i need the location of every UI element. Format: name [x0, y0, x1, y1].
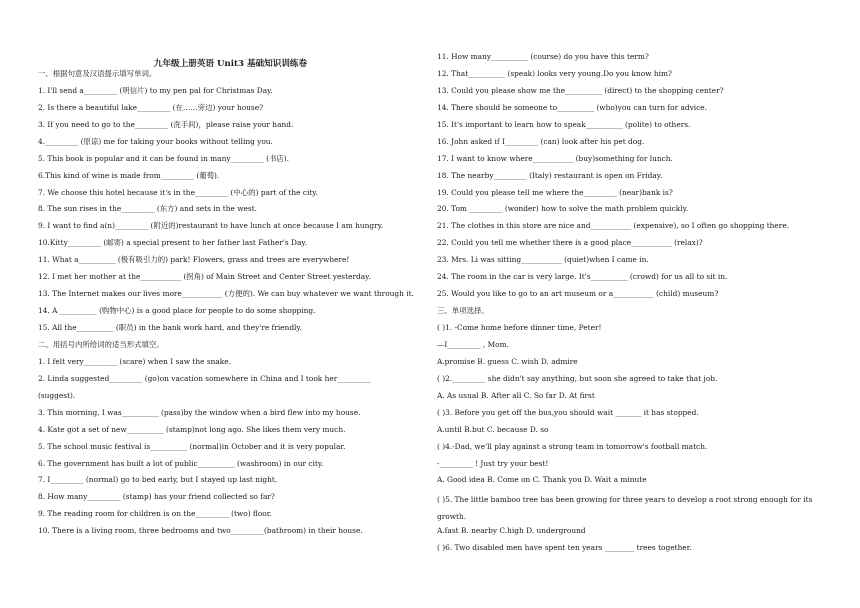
- left-column: [38, 52, 423, 543]
- left-text-line: 3. This morning, I was__________ (pass)by the window when a bird flew into my house.: [38, 407, 361, 417]
- left-text-line: 2. Is there a beautiful lake_________ (在……旁边) your house?: [38, 102, 264, 112]
- left-text-line: 5. This book is popular and it can be found in many_________ (书店).: [38, 153, 290, 163]
- right-text-line: 三、单项选择。: [437, 306, 489, 316]
- left-text-line: 12. I met her mother at the___________ (拐角) of Main Street and Center Street yesterday.: [38, 272, 371, 282]
- right-text-line: 15. It's important to learn how to speak__________ (polite) to others.: [437, 119, 691, 129]
- right-text-line: 11. How many__________ (course) do you have this term?: [437, 52, 649, 61]
- right-text-line: -_________ ! Just try your best!: [437, 458, 549, 468]
- right-text-line: A.fast B. nearby C.high D. underground: [437, 526, 586, 536]
- right-text-line: ( )3. Before you get off the bus,you should wait _______ it has stopped.: [437, 407, 699, 417]
- right-text-line: 14. There should be someone to__________ (who)you can turn for advice.: [437, 102, 708, 112]
- left-text-line: 1. I'll send a_________ (明信片) to my pen pal for Christmas Day.: [38, 85, 273, 95]
- left-text-line: 10.Kitty_________ (邮寄) a special present to her father last Father's Day.: [38, 238, 307, 248]
- right-text-line: 19. Could you please tell me where the_________ (near)bank is?: [437, 187, 673, 197]
- right-text-line: 21. The clothes in this store are nice and___________ (expensive), so I often go shopping there.: [437, 221, 790, 231]
- left-text-line: 二、用括号内所给词的适当形式填空。: [38, 339, 164, 349]
- left-text-line: 10. There is a living room, three bedrooms and two_________(bathroom) in their house.: [38, 526, 363, 536]
- right-text-line: 24. The room in the car is very large. It's__________ (crowd) for us all to sit in.: [437, 272, 728, 282]
- left-text-line: 9. The reading room for children is on the_________ (two) floor.: [38, 509, 272, 519]
- left-text-line: 5. The school music festival is__________ (normal)in October and it is very popular.: [38, 441, 346, 451]
- right-text-line: A.until B.but C. because D. so: [437, 424, 549, 434]
- left-text-line: 8. How many_________ (stamp) has your friend collected so far?: [38, 492, 275, 502]
- left-text-line: 14. A __________ (购物中心) is a good place for people to do some shopping.: [38, 306, 316, 316]
- right-text-line: A.promise B. guess C. wish D. admire: [437, 356, 578, 366]
- left-text-line: 6.This kind of wine is made from_________ (葡萄).: [38, 170, 220, 180]
- right-column: [437, 52, 837, 560]
- left-text-line: 8. The sun rises in the_________ (东方) and sets in the west.: [38, 204, 258, 214]
- right-text-line: ( )4.-Dad, we'll play against a strong team in tomorrow's football match.: [437, 441, 708, 451]
- right-text-line: A. As usual B. After all C. So far D. At first: [437, 390, 595, 400]
- left-text-line: (suggest).: [38, 390, 76, 400]
- right-text-line: 16. John asked if I_________ (can) look after his pet dog.: [437, 136, 645, 146]
- right-text-line: 25. Would you like to go to an art museum or a___________ (child) museum?: [437, 289, 719, 299]
- right-text-line: 20. Tom _________ (wonder) how to solve the math problem quickly.: [437, 204, 689, 214]
- right-text-line: 12. That__________ (speak) looks very young.Do you know him?: [437, 68, 672, 78]
- left-text-line: 3. If you need to go to the_________ (洗手间)，please raise your hand.: [38, 119, 294, 129]
- right-text-line: 17. I want to know where___________ (buy)something for lunch.: [437, 153, 673, 163]
- right-text-line: —I_________ , Mom.: [437, 339, 509, 349]
- left-text-line: 11. What a__________ (极有吸引力的) park! Flowers, grass and trees are everywhere!: [38, 255, 350, 265]
- left-text-line: 4. Kate got a set of new__________ (stamp)not long ago. She likes them very much.: [38, 424, 346, 434]
- left-text-line: 4._________ (原谅) me for taking your books without telling you.: [38, 136, 273, 146]
- right-text-line: 23. Mrs. Li was sitting___________ (quiet)when I came in.: [437, 255, 649, 265]
- right-text-line: 22. Could you tell me whether there is a good place___________ (relax)?: [437, 238, 703, 248]
- left-text-line: 7. I_________ (normal) go to bed early, but I stayed up last night.: [38, 475, 278, 485]
- left-text-line: 15. All the__________ (职员) in the bank work hard, and they're friendly.: [38, 323, 302, 332]
- left-text-line: 1. I felt very_________ (scare) when I saw the snake.: [38, 356, 232, 366]
- right-text-line: ( )1. -Come home before dinner time, Peter!: [437, 323, 602, 332]
- right-text-line: 18. The nearby_________ (Italy) restaurant is open on Friday.: [437, 170, 663, 180]
- left-text-line: 一、根据句意及汉语提示填写单词。: [38, 68, 157, 78]
- left-text-line: 9. I want to find a(n)_________ (附近的)restaurant to have lunch at once because I am hungry.: [38, 221, 384, 231]
- document-title: 九年级上册英语 Unit3 基础知识训练卷: [153, 59, 308, 69]
- right-text-line: A. Good idea B. Come on C. Thank you D. Wait a minute: [437, 475, 647, 485]
- left-text-line: 13. The Internet makes our lives more___________ (方便的). We can buy whatever we want through it.: [38, 289, 414, 299]
- right-text-line: ( )6. Two disabled men have spent ten years ________ trees together.: [437, 543, 692, 553]
- right-text-line: 13. Could you please show me the__________ (direct) to the shopping center?: [437, 85, 724, 95]
- right-text-line: ( )5. The little bamboo tree has been growing for three years to develop a root strong enough for its growth.: [437, 495, 813, 522]
- left-text-line: 6. The government has built a lot of public__________ (washroom) in our city.: [38, 458, 324, 468]
- left-text-line: 2. Linda suggested_________ (go)on vacation somewhere in China and I took her_________: [38, 373, 371, 383]
- left-text-line: 7. We choose this hotel because it's in the_________ (中心的) part of the city.: [38, 187, 318, 197]
- right-text-line: ( )2._________ she didn't say anything, but soon she agreed to take that job.: [437, 373, 718, 383]
